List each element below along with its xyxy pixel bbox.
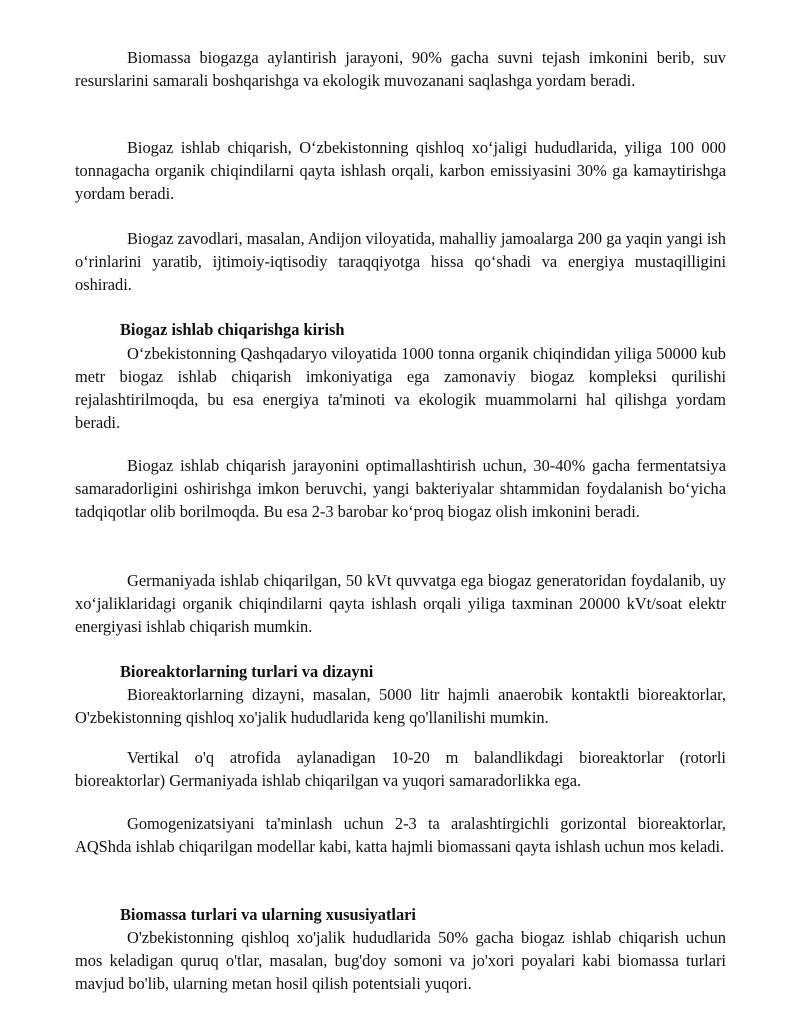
paragraph: Biogaz ishlab chiqarish, O‘zbekistonning qishloq xo‘jaligi hududlarida, yiliga 100 000 tonnagacha organik chiqindilarni qayta ishlash orqali, karbon emissiyasini 30% ga kamaytirishga yordam beradi. [75,138,726,203]
paragraph: Biomassa biogazga aylantirish jarayoni, 90% gacha suvni tejash imkonini berib, suv resurslarini samarali boshqarishga va ekologik muvozanani saqlashga yordam beradi. [75,48,726,90]
paragraph: O'zbekistonning qishloq xo'jalik hududlarida 50% gacha biogaz ishlab chiqarish uchun mos keladigan quruq o'tlar, masalan, bug'doy somoni va jo'xori poyalari kabi biomassa turlari mavjud bo'lib, ularning metan hosil qilish potentsiali yuqori. [75,928,726,993]
paragraph: Biogaz zavodlari, masalan, Andijon viloyatida, mahalliy jamoalarga 200 ga yaqin yangi ish o‘rinlarini yaratib, ijtimoiy-iqtisodiy taraqqiyotga hissa qo‘shadi va energiya mustaqilligini oshiradi. [75,229,726,294]
paragraph: Bioreaktorlarning dizayni, masalan, 5000 litr hajmli anaerobik kontaktli bioreaktorlar, O'zbekistonning qishloq xo'jalik hududlarida keng qo'llanilishi mumkin. [75,685,726,727]
paragraph: O‘zbekistonning Qashqadaryo viloyatida 1000 tonna organik chiqindidan yiliga 50000 kub metr biogaz ishlab chiqarish imkoniyatiga ega zamonaviy biogaz kompleksi qurilishi rejalashtirilmoqda, bu esa energiya ta'minoti va ekologik muammolarni hal qilishga yordam beradi. [75,344,726,432]
section-heading: Bioreaktorlarning turlari va dizayni [120,662,374,681]
section-heading: Biogaz ishlab chiqarishga kirish [120,320,345,339]
paragraph: Vertikal o'q atrofida aylanadigan 10-20 m balandlikdagi bioreaktorlar (rotorli bioreaktorlar) Germaniyada ishlab chiqarilgan va yuqori samaradorlikka ega. [75,748,726,790]
paragraph: Biogaz ishlab chiqarish jarayonini optimallashtirish uchun, 30-40% gacha fermentatsiya samaradorligini oshirishga imkon beruvchi, yangi bakteriyalar shtammidan foydalanish bo‘yicha tadqiqotlar olib borilmoqda. Bu esa 2-3 barobar ko‘proq biogaz olish imkonini beradi. [75,456,726,521]
paragraph: Germaniyada ishlab chiqarilgan, 50 kVt quvvatga ega biogaz generatoridan foydalanib, uy xo‘jaliklaridagi organik chiqindilarni qayta ishlash orqali yiliga taxminan 20000 kVt/soat elektr energiyasi ishlab chiqarish mumkin. [75,571,726,636]
paragraph: Gomogenizatsiyani ta'minlash uchun 2-3 ta aralashtirgichli gorizontal bioreaktorlar, AQShda ishlab chiqarilgan modellar kabi, katta hajmli biomassani qayta ishlash uchun mos keladi. [75,814,726,856]
section-heading: Biomassa turlari va ularning xususiyatlari [120,905,416,924]
